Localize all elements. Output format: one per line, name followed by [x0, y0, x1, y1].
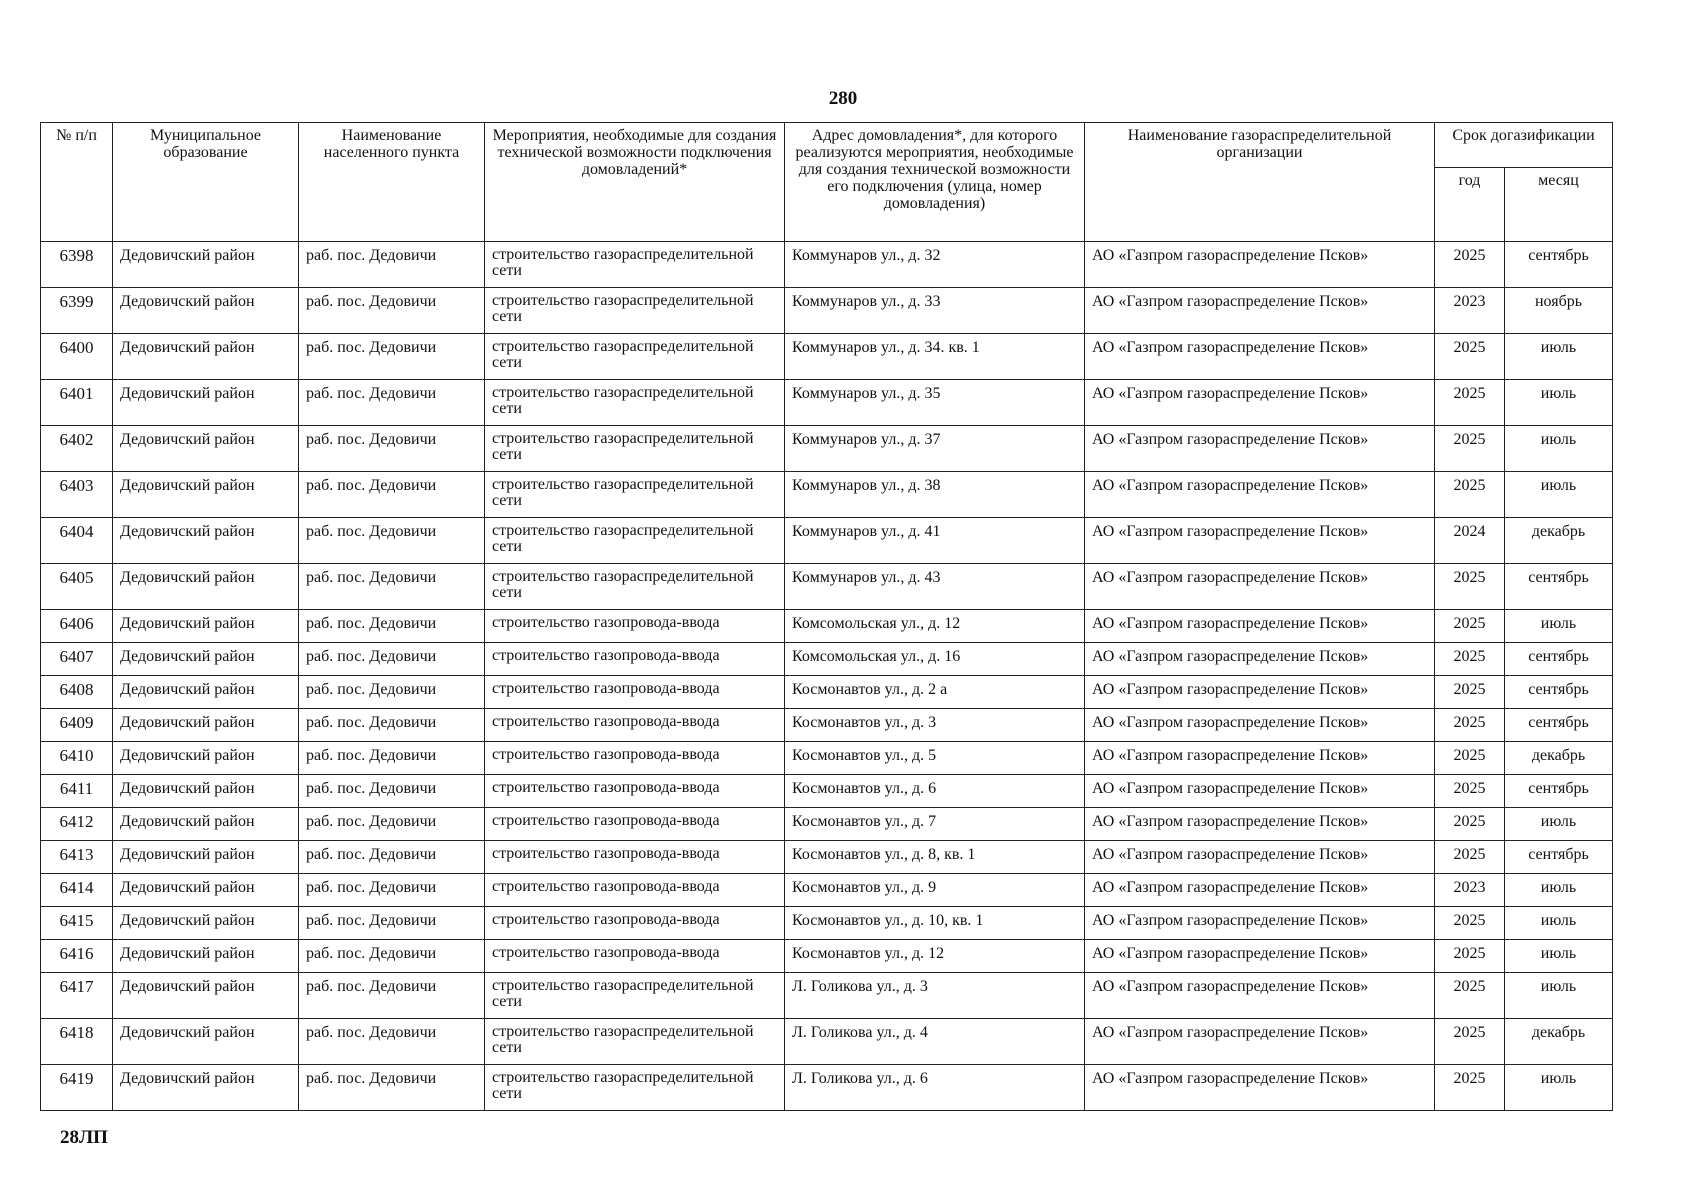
cell-address: Коммунаров ул., д. 38 [785, 472, 1085, 518]
cell-address: Коммунаров ул., д. 41 [785, 518, 1085, 564]
cell-measure: строительство газопровода-ввода [485, 907, 785, 940]
cell-num: 6413 [41, 841, 113, 874]
cell-settlement: раб. пос. Дедовичи [299, 808, 485, 841]
table-row [41, 334, 1613, 380]
cell-num: 6417 [41, 973, 113, 1019]
cell-year: 2025 [1435, 334, 1505, 380]
cell-year: 2023 [1435, 874, 1505, 907]
cell-measure: строительство газопровода-ввода [485, 874, 785, 907]
cell-measure: строительство газораспределительной сети [485, 472, 785, 518]
cell-month: декабрь [1505, 742, 1613, 775]
cell-org: АО «Газпром газораспределение Псков» [1085, 643, 1435, 676]
cell-address: Космонавтов ул., д. 9 [785, 874, 1085, 907]
cell-address: Коммунаров ул., д. 43 [785, 564, 1085, 610]
cell-month: декабрь [1505, 518, 1613, 564]
cell-address: Космонавтов ул., д. 3 [785, 709, 1085, 742]
cell-address: Коммунаров ул., д. 35 [785, 380, 1085, 426]
cell-measure: строительство газораспределительной сети [485, 564, 785, 610]
cell-org: АО «Газпром газораспределение Псков» [1085, 610, 1435, 643]
cell-num: 6419 [41, 1065, 113, 1111]
cell-num: 6399 [41, 288, 113, 334]
cell-num: 6418 [41, 1019, 113, 1065]
cell-settlement: раб. пос. Дедовичи [299, 742, 485, 775]
cell-municipality: Дедовичский район [113, 676, 299, 709]
cell-municipality: Дедовичский район [113, 288, 299, 334]
cell-month: сентябрь [1505, 643, 1613, 676]
cell-measure: строительство газораспределительной сети [485, 334, 785, 380]
cell-num: 6412 [41, 808, 113, 841]
cell-month: декабрь [1505, 1019, 1613, 1065]
table-row [41, 564, 1613, 610]
cell-month: июль [1505, 380, 1613, 426]
table-row [41, 973, 1613, 1019]
cell-measure: строительство газопровода-ввода [485, 709, 785, 742]
cell-municipality: Дедовичский район [113, 808, 299, 841]
cell-org: АО «Газпром газораспределение Псков» [1085, 472, 1435, 518]
cell-year: 2025 [1435, 841, 1505, 874]
cell-org: АО «Газпром газораспределение Псков» [1085, 841, 1435, 874]
cell-address: Комсомольская ул., д. 16 [785, 643, 1085, 676]
table-row [41, 940, 1613, 973]
cell-address: Л. Голикова ул., д. 3 [785, 973, 1085, 1019]
cell-measure: строительство газораспределительной сети [485, 426, 785, 472]
cell-year: 2025 [1435, 426, 1505, 472]
cell-municipality: Дедовичский район [113, 874, 299, 907]
cell-municipality: Дедовичский район [113, 742, 299, 775]
cell-municipality: Дедовичский район [113, 334, 299, 380]
cell-settlement: раб. пос. Дедовичи [299, 242, 485, 288]
cell-year: 2025 [1435, 643, 1505, 676]
table-header [41, 123, 1613, 242]
table-row [41, 426, 1613, 472]
cell-org: АО «Газпром газораспределение Псков» [1085, 907, 1435, 940]
cell-municipality: Дедовичский район [113, 1019, 299, 1065]
cell-municipality: Дедовичский район [113, 564, 299, 610]
cell-measure: строительство газораспределительной сети [485, 1065, 785, 1111]
cell-num: 6409 [41, 709, 113, 742]
cell-year: 2025 [1435, 709, 1505, 742]
cell-month: июль [1505, 472, 1613, 518]
cell-org: АО «Газпром газораспределение Псков» [1085, 380, 1435, 426]
cell-year: 2025 [1435, 907, 1505, 940]
cell-month: июль [1505, 907, 1613, 940]
col-header-num: № п/п [41, 123, 113, 242]
cell-org: АО «Газпром газораспределение Псков» [1085, 775, 1435, 808]
cell-settlement: раб. пос. Дедовичи [299, 973, 485, 1019]
cell-municipality: Дедовичский район [113, 841, 299, 874]
cell-municipality: Дедовичский район [113, 518, 299, 564]
cell-year: 2025 [1435, 564, 1505, 610]
cell-org: АО «Газпром газораспределение Псков» [1085, 518, 1435, 564]
cell-year: 2025 [1435, 472, 1505, 518]
cell-settlement: раб. пос. Дедовичи [299, 288, 485, 334]
cell-settlement: раб. пос. Дедовичи [299, 643, 485, 676]
cell-settlement: раб. пос. Дедовичи [299, 1065, 485, 1111]
cell-municipality: Дедовичский район [113, 643, 299, 676]
cell-org: АО «Газпром газораспределение Псков» [1085, 334, 1435, 380]
cell-month: сентябрь [1505, 242, 1613, 288]
cell-settlement: раб. пос. Дедовичи [299, 841, 485, 874]
cell-settlement: раб. пос. Дедовичи [299, 518, 485, 564]
cell-year: 2025 [1435, 742, 1505, 775]
cell-month: сентябрь [1505, 775, 1613, 808]
cell-month: сентябрь [1505, 676, 1613, 709]
cell-year: 2025 [1435, 1065, 1505, 1111]
cell-municipality: Дедовичский район [113, 940, 299, 973]
cell-month: июль [1505, 808, 1613, 841]
cell-settlement: раб. пос. Дедовичи [299, 775, 485, 808]
cell-municipality: Дедовичский район [113, 709, 299, 742]
cell-address: Комсомольская ул., д. 12 [785, 610, 1085, 643]
gasification-table [40, 122, 1613, 1111]
cell-num: 6401 [41, 380, 113, 426]
footer-code: 28ЛП [60, 1127, 108, 1148]
cell-month: июль [1505, 610, 1613, 643]
cell-year: 2025 [1435, 610, 1505, 643]
cell-org: АО «Газпром газораспределение Псков» [1085, 426, 1435, 472]
cell-measure: строительство газораспределительной сети [485, 242, 785, 288]
cell-month: июль [1505, 973, 1613, 1019]
cell-org: АО «Газпром газораспределение Псков» [1085, 676, 1435, 709]
cell-year: 2025 [1435, 973, 1505, 1019]
cell-measure: строительство газораспределительной сети [485, 380, 785, 426]
cell-year: 2024 [1435, 518, 1505, 564]
cell-settlement: раб. пос. Дедовичи [299, 874, 485, 907]
cell-org: АО «Газпром газораспределение Псков» [1085, 874, 1435, 907]
table-row [41, 472, 1613, 518]
cell-settlement: раб. пос. Дедовичи [299, 676, 485, 709]
cell-settlement: раб. пос. Дедовичи [299, 426, 485, 472]
cell-num: 6416 [41, 940, 113, 973]
cell-measure: строительство газораспределительной сети [485, 1019, 785, 1065]
cell-year: 2025 [1435, 676, 1505, 709]
cell-org: АО «Газпром газораспределение Псков» [1085, 242, 1435, 288]
table-row [41, 380, 1613, 426]
cell-settlement: раб. пос. Дедовичи [299, 709, 485, 742]
cell-num: 6403 [41, 472, 113, 518]
cell-year: 2025 [1435, 242, 1505, 288]
page-number: 280 [828, 88, 858, 109]
cell-address: Космонавтов ул., д. 5 [785, 742, 1085, 775]
cell-address: Космонавтов ул., д. 6 [785, 775, 1085, 808]
cell-address: Л. Голикова ул., д. 6 [785, 1065, 1085, 1111]
cell-address: Коммунаров ул., д. 33 [785, 288, 1085, 334]
cell-org: АО «Газпром газораспределение Псков» [1085, 808, 1435, 841]
table-row [41, 610, 1613, 643]
cell-month: июль [1505, 334, 1613, 380]
cell-num: 6410 [41, 742, 113, 775]
cell-settlement: раб. пос. Дедовичи [299, 940, 485, 973]
cell-municipality: Дедовичский район [113, 242, 299, 288]
cell-municipality: Дедовичский район [113, 610, 299, 643]
cell-settlement: раб. пос. Дедовичи [299, 1019, 485, 1065]
table-row [41, 1065, 1613, 1111]
table-row [41, 775, 1613, 808]
cell-org: АО «Газпром газораспределение Псков» [1085, 940, 1435, 973]
cell-year: 2025 [1435, 1019, 1505, 1065]
cell-year: 2023 [1435, 288, 1505, 334]
cell-settlement: раб. пос. Дедовичи [299, 907, 485, 940]
col-header-address: Адрес домовладения*, для которого реализуются мероприятия, необходимые для создания технической возможности его подключения (улица, номер домовладения) [785, 123, 1085, 242]
cell-address: Космонавтов ул., д. 7 [785, 808, 1085, 841]
cell-num: 6405 [41, 564, 113, 610]
cell-address: Коммунаров ул., д. 32 [785, 242, 1085, 288]
cell-municipality: Дедовичский район [113, 1065, 299, 1111]
table-row [41, 242, 1613, 288]
cell-month: сентябрь [1505, 841, 1613, 874]
cell-month: ноябрь [1505, 288, 1613, 334]
cell-address: Космонавтов ул., д. 2 а [785, 676, 1085, 709]
cell-municipality: Дедовичский район [113, 472, 299, 518]
cell-measure: строительство газопровода-ввода [485, 643, 785, 676]
cell-address: Космонавтов ул., д. 10, кв. 1 [785, 907, 1085, 940]
cell-settlement: раб. пос. Дедовичи [299, 472, 485, 518]
cell-org: АО «Газпром газораспределение Псков» [1085, 709, 1435, 742]
col-header-term: Срок догазификации [1435, 123, 1613, 168]
cell-address: Л. Голикова ул., д. 4 [785, 1019, 1085, 1065]
cell-num: 6400 [41, 334, 113, 380]
cell-year: 2025 [1435, 775, 1505, 808]
cell-num: 6404 [41, 518, 113, 564]
table-row [41, 676, 1613, 709]
cell-address: Космонавтов ул., д. 12 [785, 940, 1085, 973]
table-body [41, 242, 1613, 1111]
cell-settlement: раб. пос. Дедовичи [299, 564, 485, 610]
cell-num: 6398 [41, 242, 113, 288]
cell-measure: строительство газопровода-ввода [485, 808, 785, 841]
cell-month: июль [1505, 1065, 1613, 1111]
cell-municipality: Дедовичский район [113, 973, 299, 1019]
cell-org: АО «Газпром газораспределение Псков» [1085, 1065, 1435, 1111]
cell-org: АО «Газпром газораспределение Псков» [1085, 973, 1435, 1019]
cell-settlement: раб. пос. Дедовичи [299, 334, 485, 380]
cell-org: АО «Газпром газораспределение Псков» [1085, 288, 1435, 334]
table-row [41, 288, 1613, 334]
cell-address: Коммунаров ул., д. 37 [785, 426, 1085, 472]
cell-num: 6408 [41, 676, 113, 709]
cell-measure: строительство газораспределительной сети [485, 973, 785, 1019]
cell-org: АО «Газпром газораспределение Псков» [1085, 564, 1435, 610]
col-header-measures: Мероприятия, необходимые для создания технической возможности подключения домовладений* [485, 123, 785, 242]
cell-settlement: раб. пос. Дедовичи [299, 610, 485, 643]
table-row [41, 518, 1613, 564]
cell-municipality: Дедовичский район [113, 380, 299, 426]
cell-month: июль [1505, 874, 1613, 907]
table-row [41, 742, 1613, 775]
cell-measure: строительство газопровода-ввода [485, 841, 785, 874]
col-header-year: год [1435, 168, 1505, 242]
cell-measure: строительство газопровода-ввода [485, 676, 785, 709]
col-header-municipality: Муниципальное образование [113, 123, 299, 242]
cell-municipality: Дедовичский район [113, 426, 299, 472]
cell-year: 2025 [1435, 940, 1505, 973]
cell-month: июль [1505, 426, 1613, 472]
table-row [41, 709, 1613, 742]
cell-num: 6411 [41, 775, 113, 808]
table-row [41, 874, 1613, 907]
col-header-settlement: Наименование населенного пункта [299, 123, 485, 242]
col-header-org: Наименование газораспределительной организации [1085, 123, 1435, 242]
cell-month: сентябрь [1505, 709, 1613, 742]
cell-org: АО «Газпром газораспределение Псков» [1085, 742, 1435, 775]
cell-measure: строительство газопровода-ввода [485, 610, 785, 643]
cell-municipality: Дедовичский район [113, 907, 299, 940]
cell-num: 6415 [41, 907, 113, 940]
cell-year: 2025 [1435, 808, 1505, 841]
cell-org: АО «Газпром газораспределение Псков» [1085, 1019, 1435, 1065]
cell-measure: строительство газопровода-ввода [485, 940, 785, 973]
cell-num: 6402 [41, 426, 113, 472]
cell-measure: строительство газораспределительной сети [485, 518, 785, 564]
table-row [41, 1019, 1613, 1065]
cell-num: 6406 [41, 610, 113, 643]
table-row [41, 808, 1613, 841]
cell-settlement: раб. пос. Дедовичи [299, 380, 485, 426]
cell-municipality: Дедовичский район [113, 775, 299, 808]
cell-month: июль [1505, 940, 1613, 973]
cell-measure: строительство газопровода-ввода [485, 775, 785, 808]
cell-num: 6414 [41, 874, 113, 907]
cell-address: Космонавтов ул., д. 8, кв. 1 [785, 841, 1085, 874]
cell-address: Коммунаров ул., д. 34. кв. 1 [785, 334, 1085, 380]
cell-num: 6407 [41, 643, 113, 676]
table-row [41, 841, 1613, 874]
col-header-month: месяц [1505, 168, 1613, 242]
cell-year: 2025 [1435, 380, 1505, 426]
cell-month: сентябрь [1505, 564, 1613, 610]
table-row [41, 643, 1613, 676]
cell-measure: строительство газопровода-ввода [485, 742, 785, 775]
cell-measure: строительство газораспределительной сети [485, 288, 785, 334]
table-row [41, 907, 1613, 940]
